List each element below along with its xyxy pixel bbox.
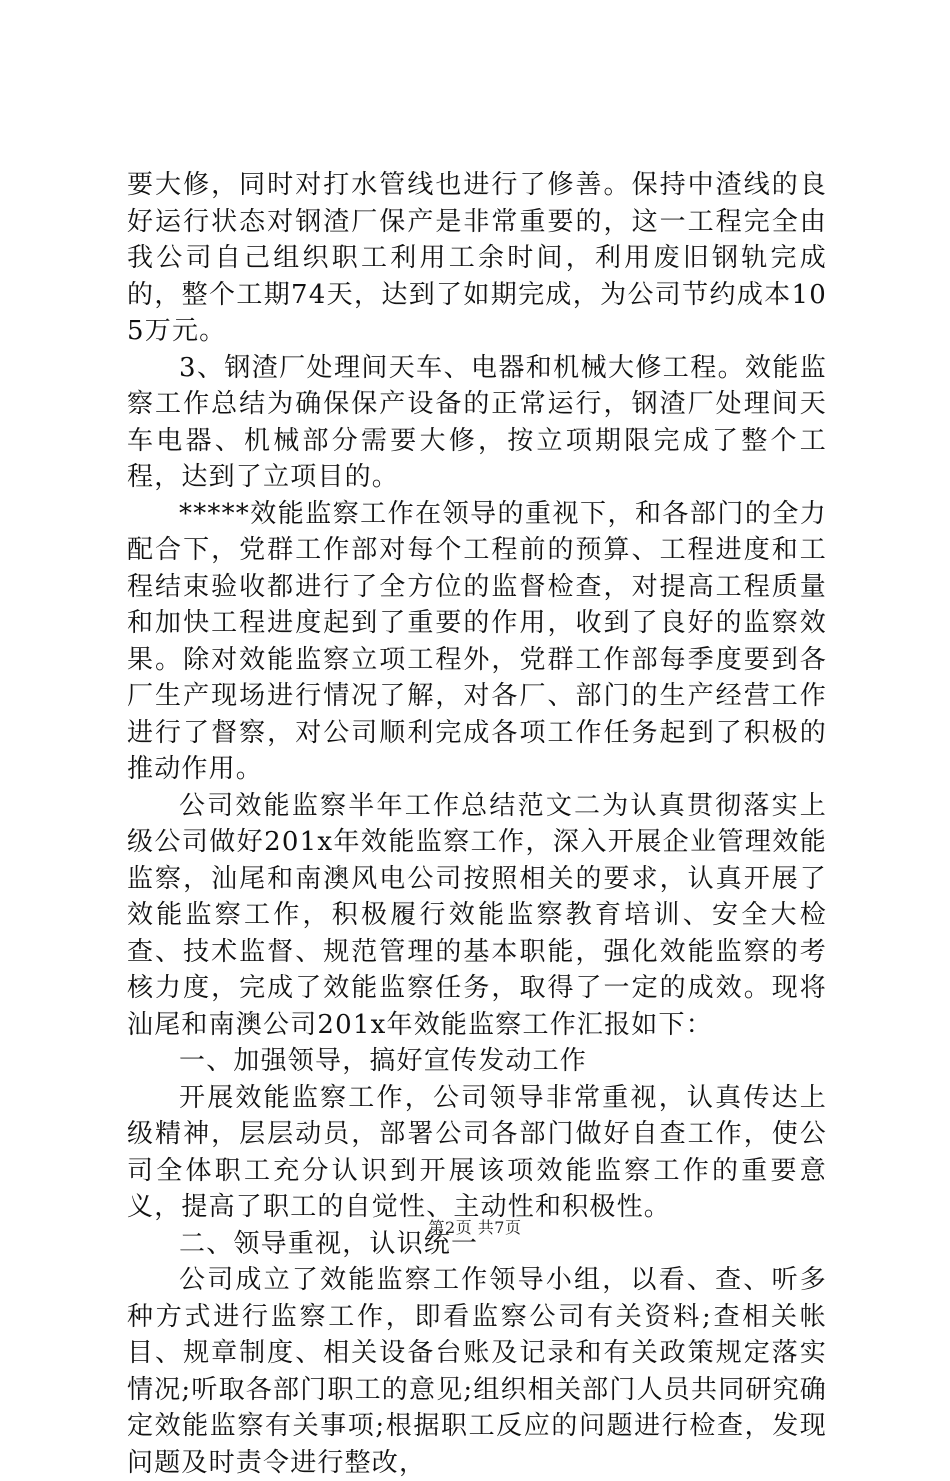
paragraph-1: 要大修，同时对打水管线也进行了修善。保持中渣线的良好运行状态对钢渣厂保产是非常重要的，这一工程完全由我公司自己组织职工利用工余时间，利用废旧钢轨完成的，整个工期74天，达到了如期完成，为公司节约成本105万元。 xyxy=(127,170,827,346)
document-body xyxy=(127,167,827,1481)
section-heading-1: 一、加强领导，搞好宣传发动工作 xyxy=(179,1046,588,1076)
paragraph-5: 开展效能监察工作，公司领导非常重视，认真传达上级精神，层层动员，部署公司各部门做好自查工作，使公司全体职工充分认识到开展该项效能监察工作的重要意义，提高了职工的自觉性、主动性和积极性。 xyxy=(127,1082,827,1222)
paragraph-3: *****效能监察工作在领导的重视下，和各部门的全力配合下，党群工作部对每个工程前的预算、工程进度和工程结束验收都进行了全方位的监督检查，对提高工程质量和加快工程进度起到了重要的作用，收到了良好的监察效果。除对效能监察立项工程外，党群工作部每季度要到各厂生产现场进行情况了解，对各厂、部门的生产经营工作进行了督察，对公司顺利完成各项工作任务起到了积极的推动作用。 xyxy=(127,498,827,784)
section-heading-2: 二、领导重视，认识统一 xyxy=(179,1228,479,1259)
page-number-footer: 第2页 共7页 xyxy=(428,1218,522,1237)
paragraph-6: 公司成立了效能监察工作领导小组，以看、查、听多种方式进行监察工作，即看监察公司有关资料;查相关帐目、规章制度、相关设备台账及记录和有关政策规定落实情况;听取各部门职工的意见;组织相关部门人员共同研究确定效能监察有关事项;根据职工反应的问题进行检查，发现问题及时责令进行整改， xyxy=(127,1265,827,1478)
paragraph-4: 公司效能监察半年工作总结范文二为认真贯彻落实上级公司做好201x年效能监察工作，深入开展企业管理效能监察，汕尾和南澳风电公司按照相关的要求，认真开展了效能监察工作，积极履行效能监察教育培训、安全大检查、技术监督、规范管理的基本职能，强化效能监察的考核力度，完成了效能监察任务，取得了一定的成效。现将汕尾和南澳公司201x年效能监察工作汇报如下： xyxy=(127,790,827,1040)
paragraph-2: 3、钢渣厂处理间天车、电器和机械大修工程。效能监察工作总结为确保保产设备的正常运行，钢渣厂处理间天车电器、机械部分需要大修，按立项期限完成了整个工程，达到了立项目的。 xyxy=(127,352,827,492)
